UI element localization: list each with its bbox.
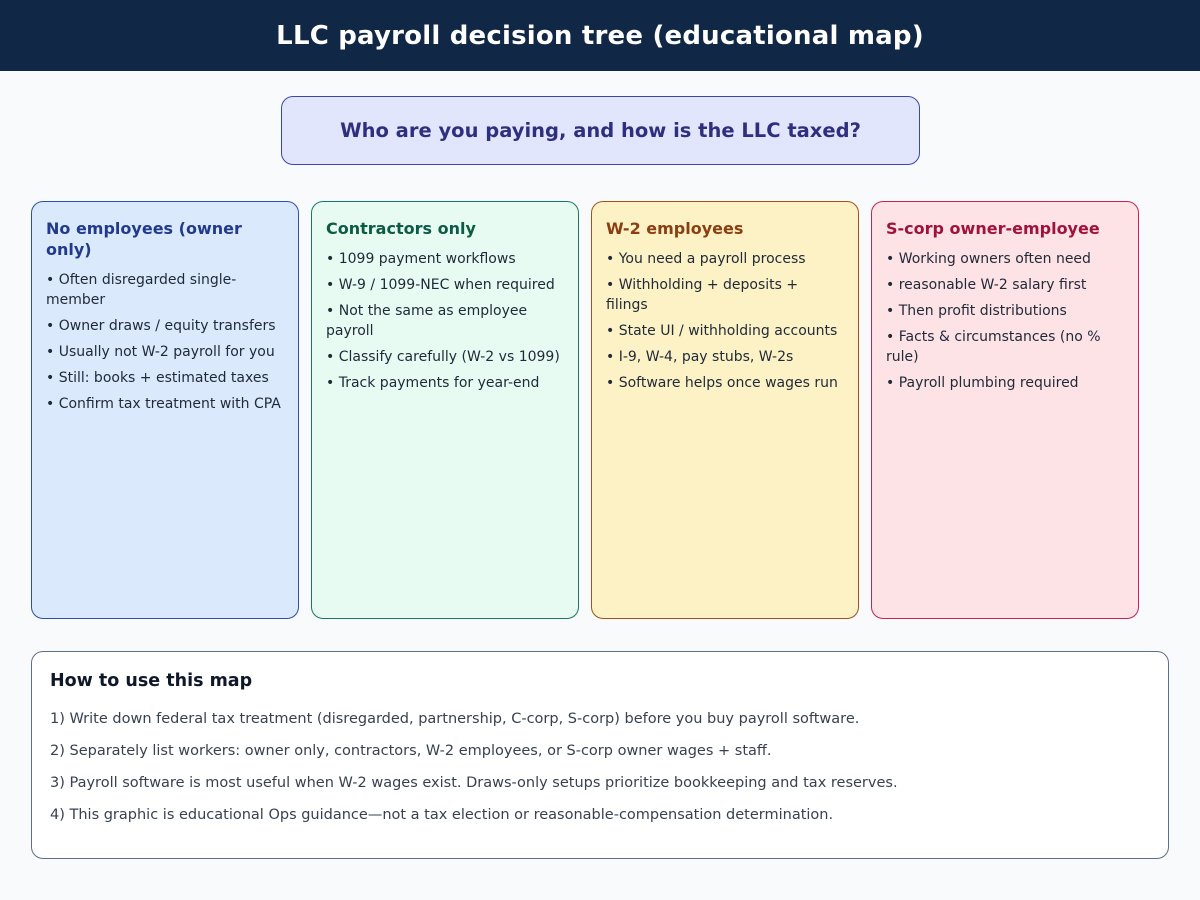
page-header [0,0,1200,71]
how-to-step: 4) This graphic is educational Ops guidance—not a tax election or reasonable-compensation determination. [50,807,834,823]
branch-card-item: • Facts & circumstances (no % rule) [886,327,1124,367]
branch-card-heading: No employees (owner only) [46,219,242,259]
branch-card-item: • Then profit distributions [886,301,1124,321]
branch-card-item: • State UI / withholding accounts [606,321,844,341]
branch-card-contractors [311,201,579,619]
how-to-step: 2) Separately list workers: owner only, contractors, W-2 employees, or S-corp owner wages + staff. [50,743,772,759]
branch-card-item: • You need a payroll process [606,249,844,269]
branch-card-item: • Track payments for year-end [326,373,564,393]
branch-card-heading: S-corp owner-employee [886,219,1100,238]
branch-card-heading: Contractors only [326,219,476,238]
branch-card-item: • Working owners often need [886,249,1124,269]
branch-card-w2-employees [591,201,859,619]
branch-card-item: • reasonable W-2 salary first [886,275,1124,295]
root-question-text: Who are you paying, and how is the LLC taxed? [340,119,861,142]
root-question-node [281,96,920,165]
branch-card-item: • Owner draws / equity transfers [46,316,284,336]
branch-card-s-corp [871,201,1139,619]
branch-card-no-employees [31,201,299,619]
branch-card-item: • Confirm tax treatment with CPA [46,394,284,414]
how-to-step: 3) Payroll software is most useful when W-2 wages exist. Draws-only setups prioritize bookkeeping and tax reserves. [50,775,898,791]
branch-card-item: • Not the same as employee payroll [326,301,564,341]
how-to-use-heading: How to use this map [50,671,253,691]
branch-card-item: • Usually not W-2 payroll for you [46,342,284,362]
branch-card-list [606,249,844,393]
branch-card-item: • W-9 / 1099-NEC when required [326,275,564,295]
branch-card-item: • 1099 payment workflows [326,249,564,269]
branch-card-item: • Payroll plumbing required [886,373,1124,393]
branch-card-heading: W-2 employees [606,219,744,238]
branch-card-item: • I-9, W-4, pay stubs, W-2s [606,347,844,367]
branch-card-item: • Still: books + estimated taxes [46,368,284,388]
branch-card-list [886,249,1124,393]
page-title: LLC payroll decision tree (educational map) [276,20,924,51]
how-to-use-panel [31,651,1169,859]
branch-card-item: • Software helps once wages run [606,373,844,393]
branch-card-list [326,249,564,393]
branch-card-item: • Withholding + deposits + filings [606,275,844,315]
how-to-use-steps [50,709,1150,825]
branch-card-item: • Classify carefully (W-2 vs 1099) [326,347,564,367]
how-to-step: 1) Write down federal tax treatment (disregarded, partnership, C-corp, S-corp) before you buy payroll software. [50,711,860,727]
branch-card-item: • Often disregarded single-member [46,270,284,310]
branch-card-list [46,270,284,414]
